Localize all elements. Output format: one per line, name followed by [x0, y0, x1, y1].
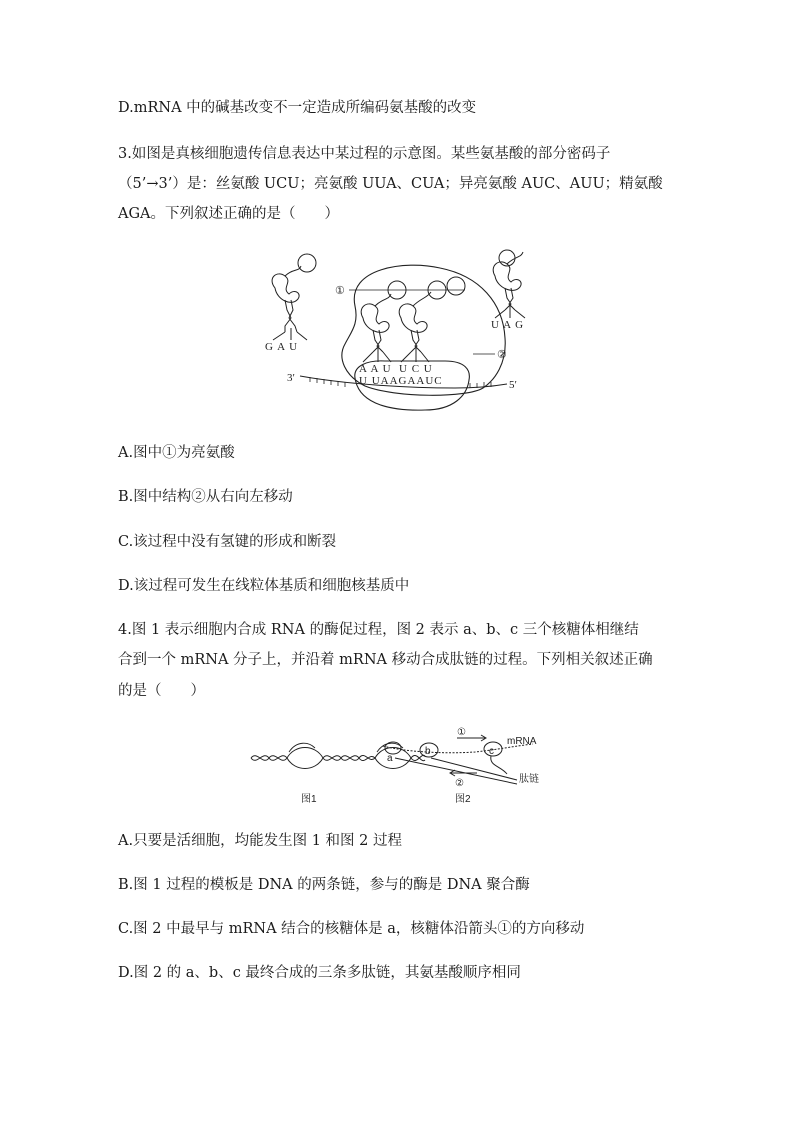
- label-2: ②: [497, 349, 507, 361]
- q4-option-b: B.图 1 过程的模板是 DNA 的两条链，参与的酶是 DNA 聚合酶: [118, 877, 530, 893]
- trna-left-anticodon: G A U: [265, 341, 299, 353]
- trna-right: [493, 250, 525, 318]
- q4-option-d: D.图 2 的 a、b、c 最终合成的三条多肽链，其氨基酸顺序相同: [118, 965, 521, 981]
- q2-option-d: D.mRNA 中的碱基改变不一定造成所编码氨基酸的改变: [118, 100, 477, 116]
- translation-figure: [255, 248, 555, 418]
- transcription-translation-figure: [245, 722, 565, 808]
- mrna-3-prime: 3′: [287, 372, 295, 384]
- q4-option-a: A.只要是活细胞，均能发生图 1 和图 2 过程: [118, 833, 402, 849]
- q3-option-a: A.图中①为亮氨酸: [118, 445, 235, 461]
- q3-option-d: D.该过程可发生在线粒体基质和细胞核基质中: [118, 578, 410, 594]
- trna-middle-2-anticodon: U C U: [399, 363, 433, 375]
- label-1: ①: [335, 285, 345, 297]
- ribosome-b: b: [425, 746, 431, 757]
- q4-stem-line-1: 4.图 1 表示细胞内合成 RNA 的酶促过程，图 2 表示 a、b、c 三个核糖体相继结: [118, 622, 639, 638]
- ribosome-c: c: [489, 746, 494, 757]
- mrna-codons: U UAAGAAUC: [359, 375, 443, 387]
- q3-stem-line-3: AGA。下列叙述正确的是（ ）: [118, 206, 340, 222]
- fig2-caption: 图2: [455, 794, 471, 805]
- trna-right-anticodon: U A G: [491, 319, 525, 331]
- arrow-1-label: ①: [457, 727, 466, 738]
- mrna-5-prime: 5′: [509, 379, 517, 391]
- dna-double-helix: [251, 743, 425, 768]
- trna-left: [272, 254, 316, 340]
- q3-stem-line-1: 3.如图是真核细胞遗传信息表达中某过程的示意图。某些氨基酸的部分密码子: [118, 146, 611, 162]
- q4-option-c: C.图 2 中最早与 mRNA 结合的核糖体是 a，核糖体沿箭头①的方向移动: [118, 921, 585, 937]
- mrna-label: mRNA: [507, 736, 537, 747]
- q3-option-b: B.图中结构②从右向左移动: [118, 489, 293, 505]
- ribosome-a: a: [387, 753, 393, 764]
- trna-middle-1-anticodon: A A U: [359, 363, 392, 375]
- q4-stem-line-2: 合到一个 mRNA 分子上，并沿着 mRNA 移动合成肽链的过程。下列相关叙述正确: [118, 652, 653, 668]
- fig1-caption: 图1: [301, 794, 317, 805]
- q4-stem-line-3: 的是（ ）: [118, 683, 205, 699]
- q3-stem-line-2: （5’→3’）是：丝氨酸 UCU；亮氨酸 UUA、CUA；异亮氨酸 AUC、AUU；精氨酸: [118, 176, 663, 192]
- arrow-2-label: ②: [455, 778, 464, 789]
- peptide-label: 肽链: [519, 774, 539, 785]
- q3-option-c: C.该过程中没有氢键的形成和断裂: [118, 534, 337, 550]
- trna-middle-1: [361, 281, 406, 362]
